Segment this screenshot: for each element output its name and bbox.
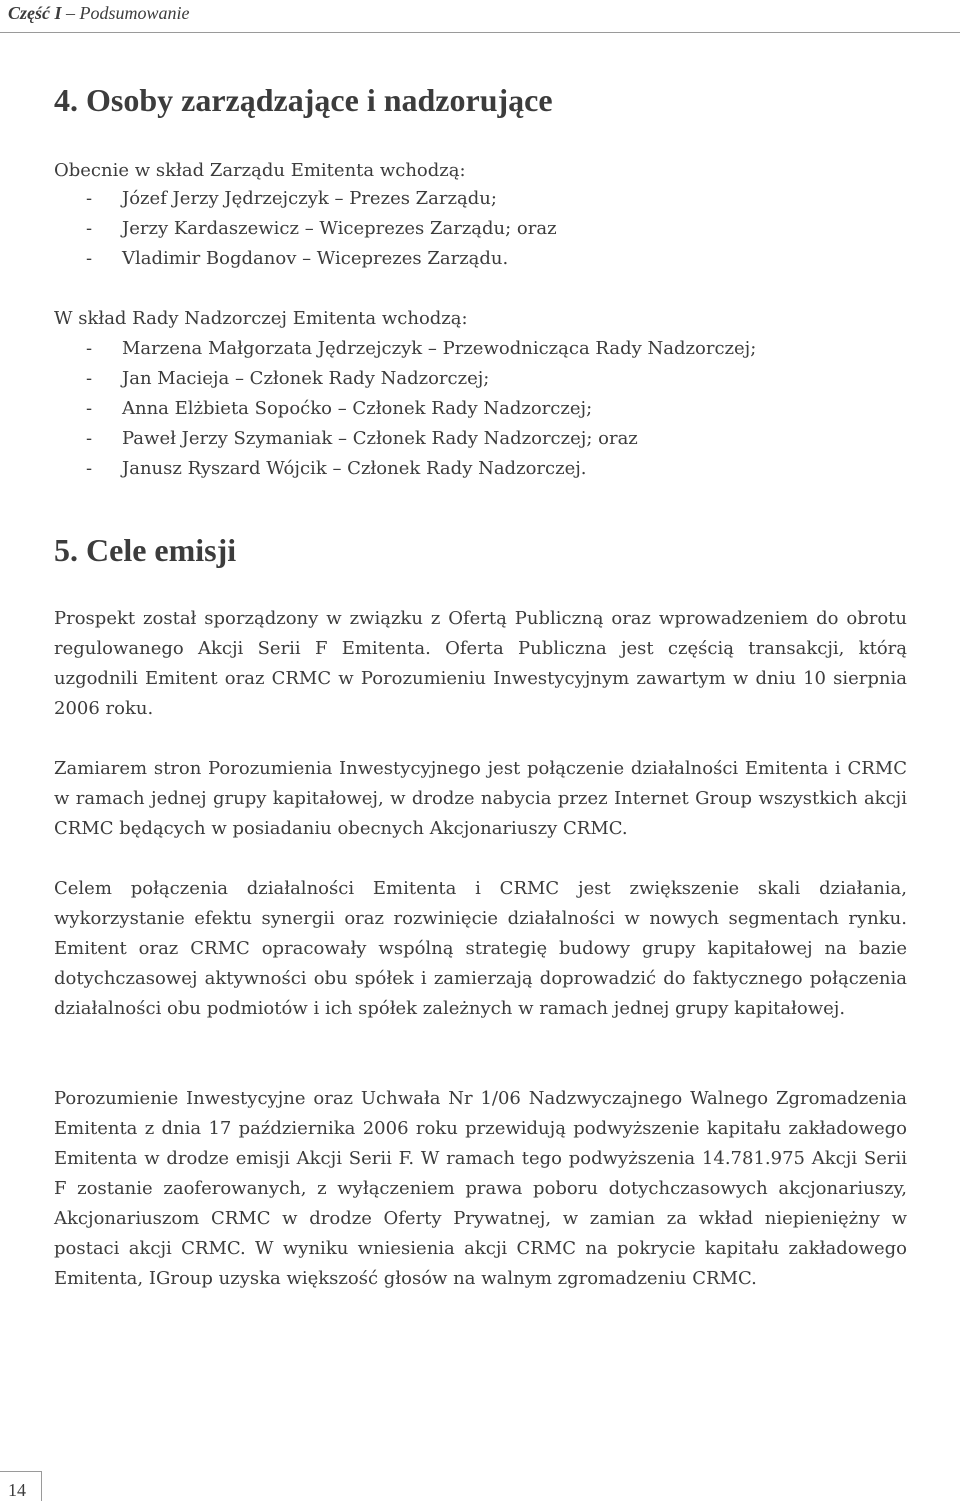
bullet: - [86, 188, 93, 209]
paragraph-4: Porozumienie Inwestycyjne oraz Uchwała Nr 1/06 Nadzwyczajnego Walnego Zgromadzenia Emitenta z dnia 17 października 2006 roku przewidują podwyższenie kapitału zakładowego Emitenta w drodze emisji Akcji Serii F. W ramach tego podwyższenia 14.781.975 Akcji Serii F zostanie zaoferowanych, z wyłączeniem prawa poboru dotychczasowych akcjonariuszy, Akcjonariuszom CRMC w drodze Oferty Prywatnej, w zamian za wkład niepieniężny w postaci akcji CRMC. W wyniku wniesienia akcji CRMC na pokrycie kapitału zakładowego Emitenta, IGroup uzyska większość głosów na walnym zgromadzeniu CRMC. [54, 1088, 907, 1289]
bullet: - [86, 458, 93, 479]
supervisory-member-1: Marzena Małgorzata Jędrzejczyk – Przewodnicząca Rady Nadzorczej; [122, 338, 757, 359]
supervisory-member-5: Janusz Ryszard Wójcik – Członek Rady Nadzorczej. [122, 458, 587, 479]
paragraph-1: Prospekt został sporządzony w związku z Ofertą Publiczną oraz wprowadzeniem do obrotu regulowanego Akcji Serii F Emitenta. Oferta Publiczna jest częścią transakcji, którą uzgodnili Emitent oraz CRMC w Porozumieniu Inwestycyjnym zawartym w dniu 10 sierpnia 2006 roku. [54, 608, 907, 719]
board-member-1: Józef Jerzy Jędrzejczyk – Prezes Zarządu; [122, 188, 497, 209]
bullet: - [86, 368, 93, 389]
board-member-2: Jerzy Kardaszewicz – Wiceprezes Zarządu; oraz [122, 218, 557, 239]
header-section: Podsumowanie [79, 3, 190, 23]
supervisory-member-2: Jan Macieja – Członek Rady Nadzorczej; [122, 368, 490, 389]
board-intro: Obecnie w skład Zarządu Emitenta wchodzą: [54, 160, 466, 181]
running-header [8, 2, 190, 24]
paragraph-2: Zamiarem stron Porozumienia Inwestycyjnego jest połączenie działalności Emitenta i CRMC w ramach jednej grupy kapitałowej, w drodze nabycia przez Internet Group wszystkich akcji CRMC będących w posiadaniu obecnych Akcjonariuszy CRMC. [54, 758, 907, 839]
header-dash: – [66, 3, 75, 23]
header-part: Część I [8, 3, 62, 23]
board-member-3: Vladimir Bogdanov – Wiceprezes Zarządu. [122, 248, 509, 269]
supervisory-member-4: Paweł Jerzy Szymaniak – Członek Rady Nadzorczej; oraz [122, 428, 638, 449]
section-4-title: 4. Osoby zarządzające i nadzorujące [54, 82, 553, 118]
header-rule [0, 32, 960, 33]
bullet: - [86, 338, 93, 359]
bullet: - [86, 248, 93, 269]
bullet: - [86, 428, 93, 449]
paragraph-3: Celem połączenia działalności Emitenta i CRMC jest zwiększenie skali działania, wykorzystanie efektu synergii oraz rozwinięcie działalności w nowych segmentach rynku. Emitent oraz CRMC opracowały wspólną strategię budowy grupy kapitałowej na bazie dotychczasowej aktywności obu spółek i zamierzają doprowadzić do faktycznego połączenia działalności obu podmiotów i ich spółek zależnych w ramach jednej grupy kapitałowej. [54, 878, 907, 1019]
page-number: 14 [8, 1480, 26, 1500]
bullet: - [86, 398, 93, 419]
supervisory-member-3: Anna Elżbieta Sopoćko – Członek Rady Nadzorczej; [122, 398, 593, 419]
section-5-title: 5. Cele emisji [54, 532, 237, 568]
bullet: - [86, 218, 93, 239]
supervisory-intro: W skład Rady Nadzorczej Emitenta wchodzą: [54, 308, 468, 329]
